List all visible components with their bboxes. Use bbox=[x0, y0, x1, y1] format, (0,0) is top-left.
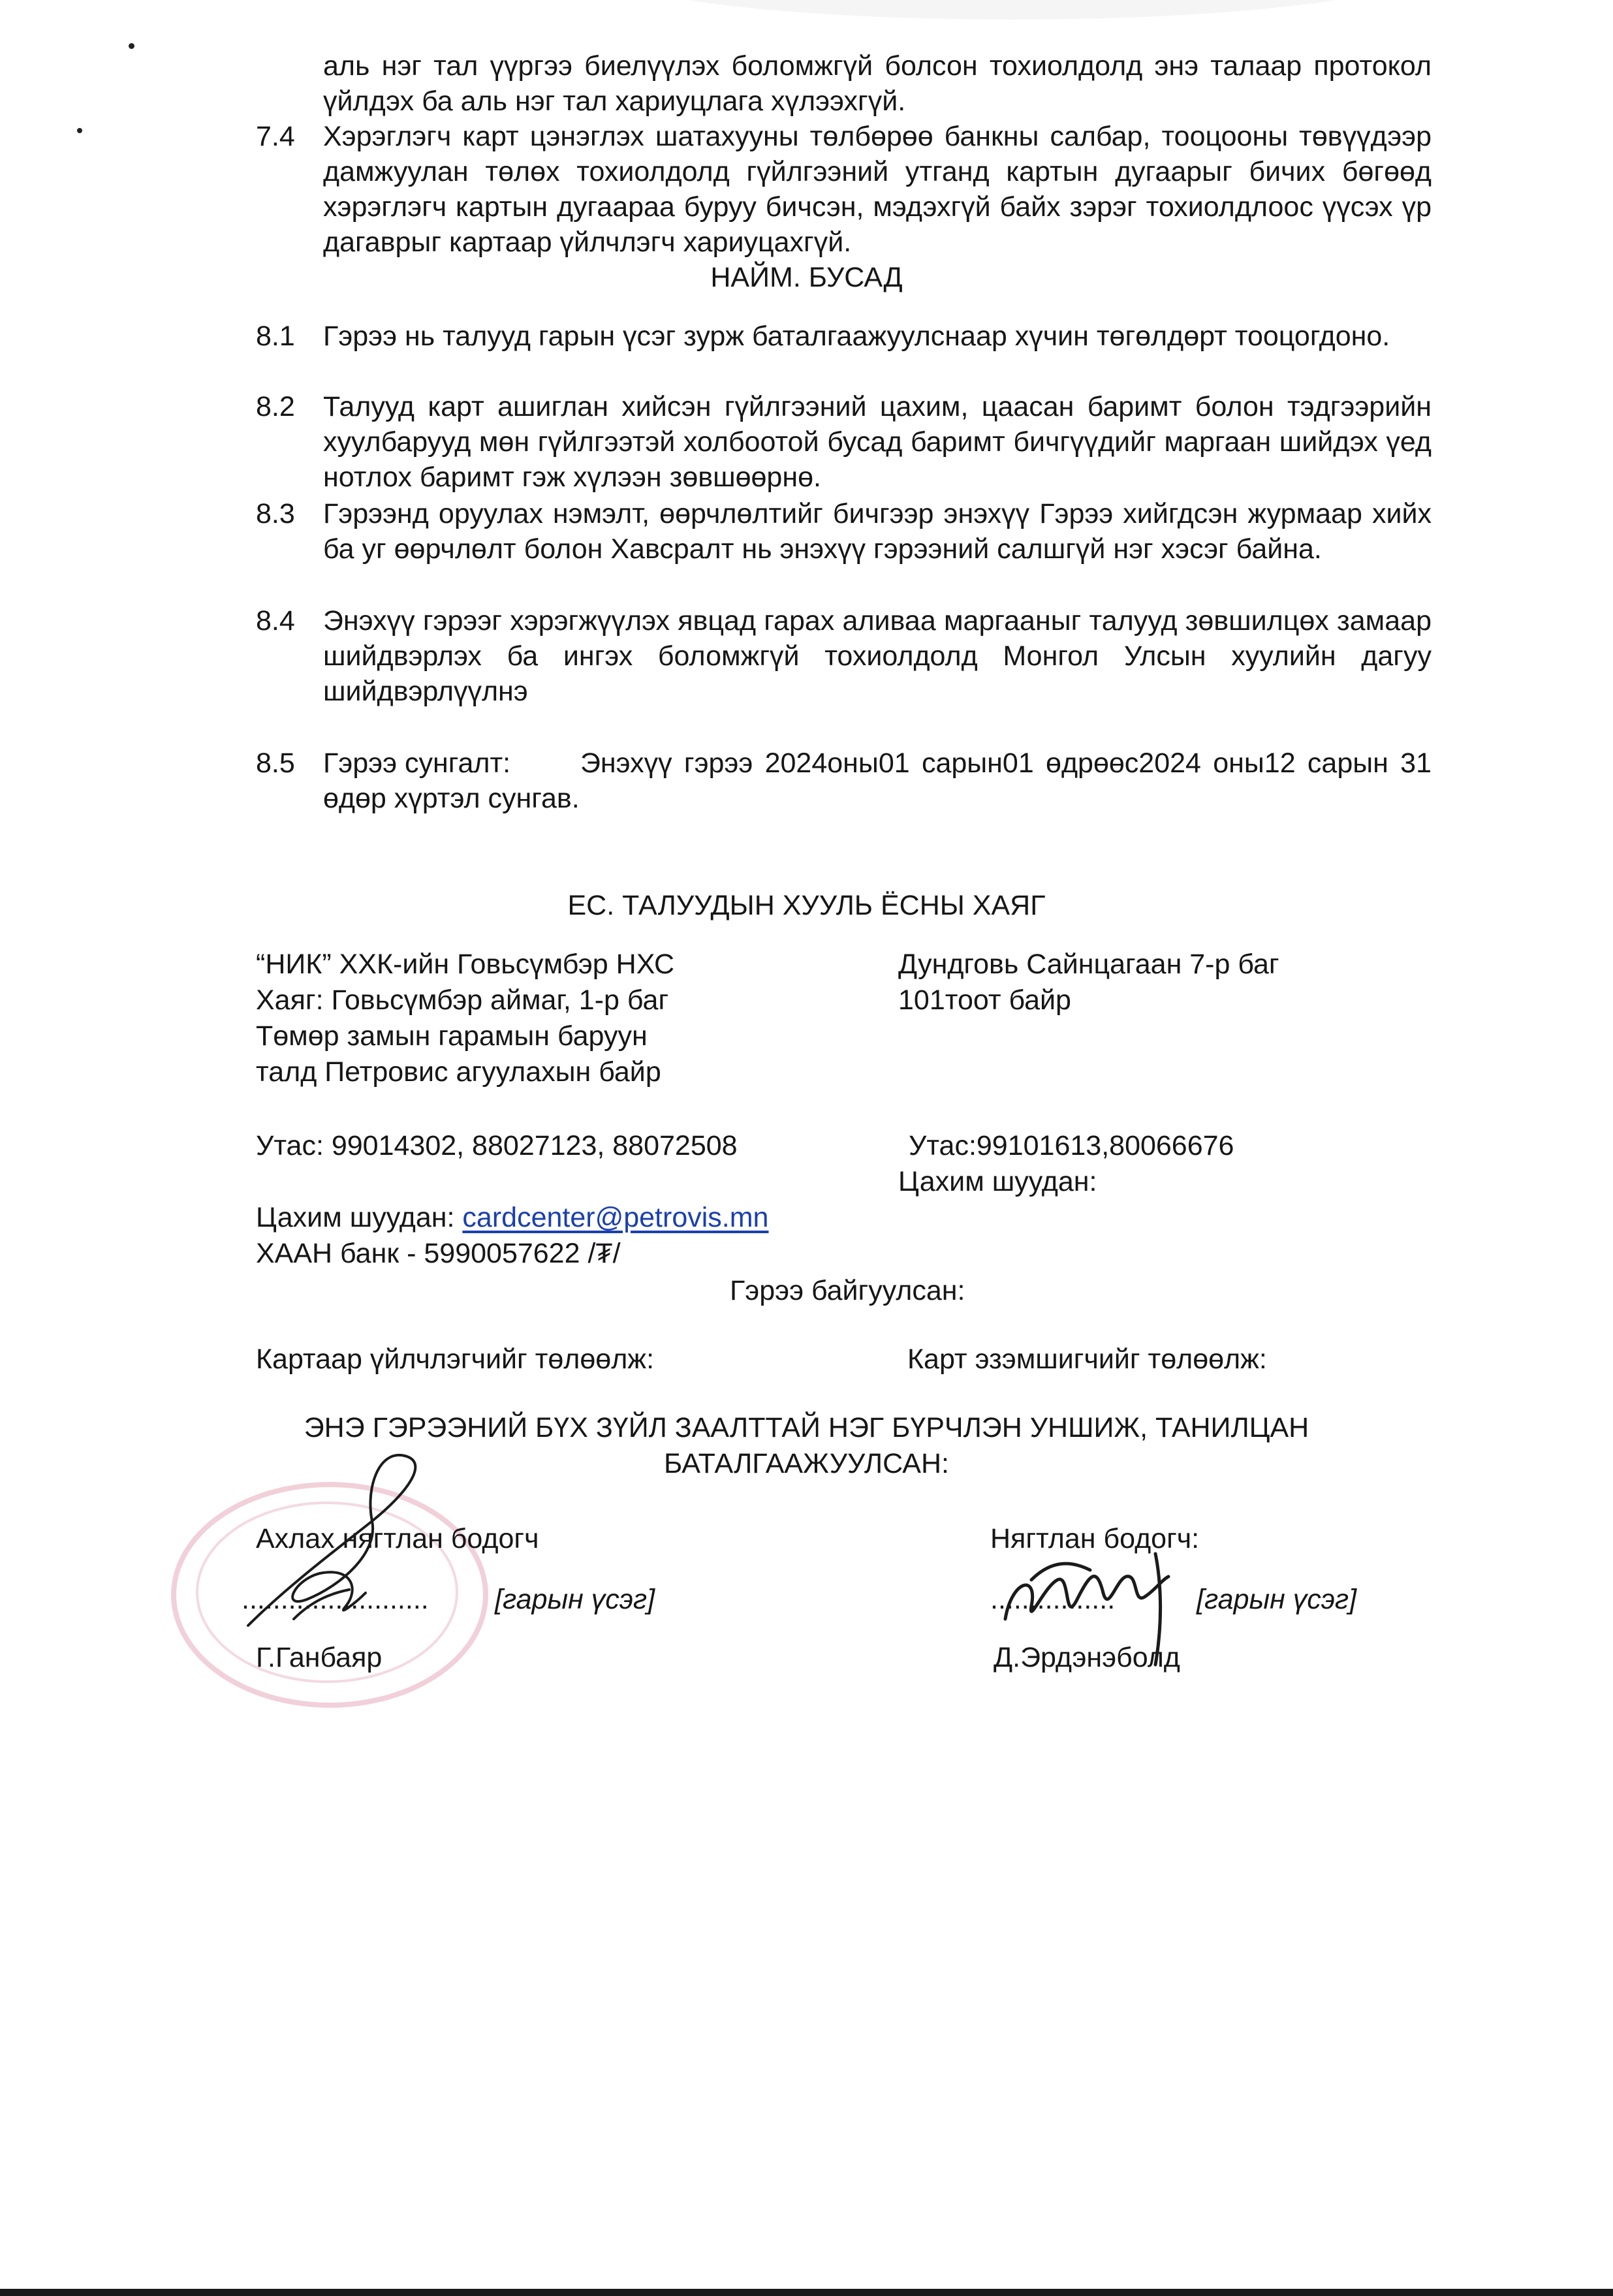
party-right-address: Дундговь Сайнцагаан 7-р баг bbox=[898, 949, 1279, 980]
email-link[interactable]: cardcenter@petrovis.mn bbox=[462, 1202, 769, 1233]
clause-text: Гэрээ нь талууд гарын үсэг зурж баталгаажуулснаар хүчин төгөлдөрт тооцогдоно. bbox=[323, 321, 1390, 352]
section-9-heading: ЕС. ТАЛУУДЫН ХУУЛЬ ЁСНЫ ХАЯГ bbox=[567, 890, 1046, 921]
email-label: Цахим шуудан: bbox=[256, 1202, 455, 1233]
section-8-heading: НАЙМ. БУСАД bbox=[710, 262, 903, 293]
party-left-address: Хаяг: Говьсүмбэр аймаг, 1-р баг bbox=[256, 984, 669, 1016]
scan-artifact bbox=[607, 0, 1417, 20]
party-left-address: Төмөр замын гарамын баруун bbox=[256, 1020, 648, 1052]
right-representative: Карт эзэмшигчийг төлөөлж: bbox=[907, 1344, 1267, 1375]
clause-number: 8.1 bbox=[256, 321, 295, 352]
clause-label: Гэрээ сунгалт: bbox=[323, 747, 511, 779]
party-left-phone: Утас: 99014302, 88027123, 88072508 bbox=[256, 1130, 738, 1161]
left-signer-title: Ахлах нягтлан бодогч bbox=[256, 1523, 539, 1554]
party-right-address: 101тоот байр bbox=[898, 984, 1071, 1016]
left-signature-label: [гарын үсэг] bbox=[495, 1584, 655, 1615]
party-left-address: талд Петровис агуулахын байр bbox=[256, 1056, 661, 1088]
clause-7-3-continuation: аль нэг тал үүргээ биелүүлэх боломжгүй болсон тохиолдолд энэ талаар протокол үйлдэх ба аль нэг тал хариуцлага хүлээхгүй. bbox=[323, 50, 1432, 117]
notice-line-2: БАТАЛГААЖУУЛСАН: bbox=[664, 1448, 949, 1479]
notice-line-1: ЭНЭ ГЭРЭЭНИЙ БҮХ ЗҮЙЛ ЗААЛТТАЙ НЭГ БҮРЧЛЭН УНШИЖ, ТАНИЛЦАН bbox=[304, 1412, 1309, 1443]
left-signer-name: Г.Ганбаяр bbox=[256, 1642, 383, 1673]
party-right-email-label: Цахим шуудан: bbox=[898, 1166, 1097, 1197]
clause-text: Гэрээнд оруулах нэмэлт, өөрчлөлтийг бичгээр энэхүү Гэрээ хийгдсэн журмаар хийх ба уг өөрчлөлт болон Хавсралт нь энэхүү гэрээний салшгүй нэг хэсэг байна. bbox=[323, 498, 1432, 565]
right-signature-label: [гарын үсэг] bbox=[1197, 1584, 1357, 1615]
left-representative: Картаар үйлчлэгчийг төлөөлж: bbox=[256, 1344, 655, 1375]
right-signature-line: ................ bbox=[990, 1584, 1116, 1615]
contract-concluded: Гэрээ байгуулсан: bbox=[730, 1275, 965, 1306]
scan-speck bbox=[77, 128, 82, 133]
clause-text: Энэхүү гэрээг хэрэгжүүлэх явцад гарах аливаа маргааныг талууд зөвшилцөх замаар шийдвэрлэх ба ингэх боломжгүй тохиолдолд Монгол Улсын хуулийн дагуу шийдвэрлүүлнэ bbox=[323, 605, 1432, 707]
clause-text: Хэрэглэгч карт цэнэглэх шатахууны төлбөрөө банкны салбар, тооцооны төвүүдээр дамжуулан төлөх тохиолдолд гүйлгээний утганд картын дугаарыг бичих бөгөөд хэрэглэгч картын дугаараа буруу бичсэн, мэдэхгүй байх зэрэг тохиолдлоос үүсэх үр дагаврыг картаар үйлчлэгч хариуцахгүй. bbox=[323, 121, 1432, 258]
clause-number: 7.4 bbox=[256, 121, 295, 152]
party-right-phone: Утас:99101613,80066676 bbox=[909, 1130, 1234, 1161]
right-signer-title: Нягтлан бодогч: bbox=[990, 1523, 1200, 1554]
clause-number: 8.5 bbox=[256, 747, 295, 779]
party-left-email-row bbox=[256, 1200, 768, 1235]
clause-text: Энэхүү гэрээ 2024оны01 сарын01 өдрөөс2024 оны12 сарын 31 өдөр хүртэл сунгав. bbox=[323, 747, 1432, 814]
scan-speck bbox=[129, 43, 134, 49]
party-left-org: “НИК” ХХК-ийн Говьсүмбэр НХС bbox=[256, 949, 675, 980]
scan-edge bbox=[0, 2289, 1613, 2296]
clause-number: 8.2 bbox=[256, 391, 295, 422]
clause-text: Талууд карт ашиглан хийсэн гүйлгээний цахим, цаасан баримт болон тэдгээрийн хуулбарууд мөн гүйлгээтэй холбоотой бусад баримт бичгүүдийг маргаан шийдэх үед нотлох баримт гэж хүлээн зөвшөөрнө. bbox=[323, 391, 1432, 493]
right-signer-name: Д.Эрдэнэболд bbox=[994, 1642, 1180, 1673]
left-signature-line: ........................ bbox=[242, 1584, 429, 1615]
left-signature-scribble bbox=[209, 1449, 496, 1645]
right-signature-scribble bbox=[992, 1541, 1208, 1671]
clause-number: 8.4 bbox=[256, 605, 295, 637]
party-left-bank: ХААН банк - 5990057622 /₮/ bbox=[256, 1238, 621, 1269]
clause-number: 8.3 bbox=[256, 498, 295, 529]
